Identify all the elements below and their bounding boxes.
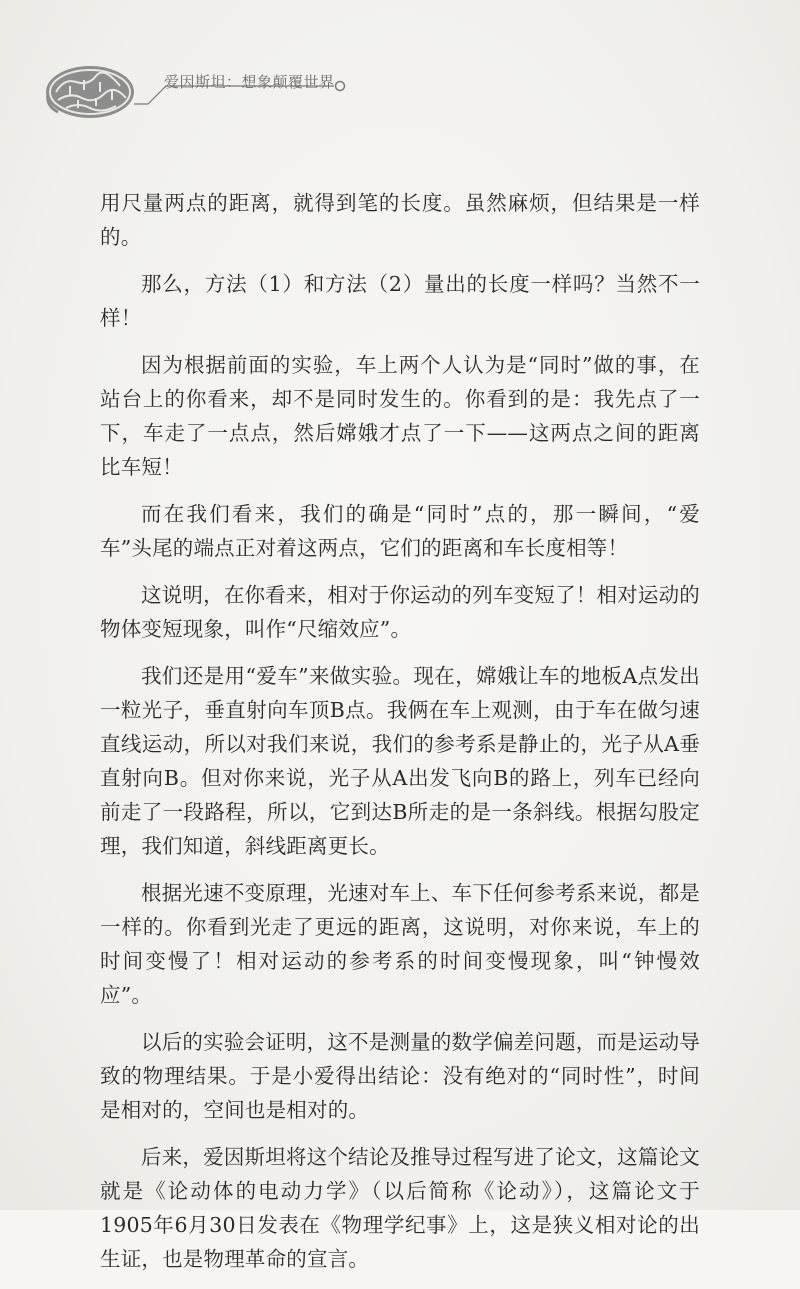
- body-text: [100, 186, 700, 1289]
- paragraph: 因为根据前面的实验，车上两个人认为是“同时”做的事，在站台上的你看来，却不是同时发生的。你看到的是：我先点了一下，车走了一点点，然后嫦娥才点了一下——这两点之间的距离比车短！: [100, 353, 700, 479]
- header-decoration: [0, 0, 800, 150]
- paragraph: 根据光速不变原理，光速对车上、车下任何参考系来说，都是一样的。你看到光走了更远的距离，这说明，对你来说，车上的时间变慢了！相对运动的参考系的时间变慢现象，叫“钟慢效应”。: [100, 881, 700, 1007]
- paragraph: 我们还是用“爱车”来做实验。现在，嫦娥让车的地板A点发出一粒光子，垂直射向车顶B点。我俩在车上观测，由于车在做匀速直线运动，所以对我们来说，我们的参考系是静止的，光子从A垂直射向B。但对你来说，光子从A出发飞向B的路上，列车已经向前走了一段路程，所以，它到达B所走的是一条斜线。根据勾股定理，我们知道，斜线距离更长。: [100, 664, 700, 858]
- brain-maze-icon: [46, 66, 134, 118]
- paragraph: 以后的实验会证明，这不是测量的数学偏差问题，而是运动导致的物理结果。于是小爱得出结论：没有绝对的“同时性”，时间是相对的，空间也是相对的。: [100, 1030, 700, 1122]
- running-header-title: 爱因斯坦：想象颠覆世界: [164, 73, 335, 91]
- paragraph: 而在我们看来，我们的确是“同时”点的，那一瞬间，“爱车”头尾的端点正对着这两点，它们的距离和车长度相等！: [100, 502, 700, 560]
- paragraph: 那么，方法（1）和方法（2）量出的长度一样吗？当然不一样！: [100, 272, 700, 330]
- page-header: [0, 0, 800, 150]
- paragraph: 后来，爱因斯坦将这个结论及推导过程写进了论文，这篇论文就是《论动体的电动力学》（以后简称《论动》），这篇论文于1905年6月30日发表在《物理学纪事》上，这是狭义相对论的出生证，也是物理革命的宣言。: [100, 1145, 700, 1271]
- paragraph: 用尺量两点的距离，就得到笔的长度。虽然麻烦，但结果是一样的。: [100, 191, 700, 249]
- paragraph: 这说明，在你看来，相对于你运动的列车变短了！相对运动的物体变短现象，叫作“尺缩效应”。: [100, 583, 700, 641]
- header-rule-end-dot: [336, 82, 345, 91]
